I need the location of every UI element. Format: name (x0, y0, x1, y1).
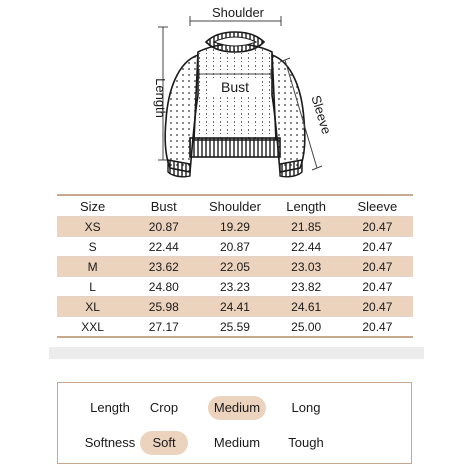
table-cell: 25.00 (271, 317, 342, 338)
table-row (57, 257, 413, 277)
table-cell: 25.98 (128, 297, 199, 317)
fit-guide-softness-row (58, 431, 411, 455)
table-cell: 20.47 (342, 217, 413, 237)
table-cell: S (57, 237, 128, 257)
softness-option-soft-selected: Soft (140, 431, 188, 455)
table-row (57, 297, 413, 317)
table-cell: 23.62 (128, 257, 199, 277)
table-row (57, 277, 413, 297)
table-cell: 23.82 (271, 277, 342, 297)
table-cell: XL (57, 297, 128, 317)
table-row (57, 217, 413, 237)
table-cell: 19.29 (199, 217, 270, 237)
sweater-measurement-diagram (0, 0, 472, 192)
table-cell: 20.87 (128, 217, 199, 237)
divider-band (49, 347, 424, 359)
table-cell: 20.47 (342, 277, 413, 297)
table-cell: 22.05 (199, 257, 270, 277)
fit-guide-softness-label: Softness (84, 435, 136, 450)
table-cell: XXL (57, 317, 128, 338)
column-header-shoulder: Shoulder (199, 195, 270, 217)
length-option-long: Long (291, 400, 321, 415)
table-cell: 23.03 (271, 257, 342, 277)
table-cell: 22.44 (128, 237, 199, 257)
table-cell: 20.47 (342, 257, 413, 277)
length-option-medium-selected: Medium (208, 396, 266, 420)
shoulder-label: Shoulder (211, 5, 265, 20)
table-cell: 22.44 (271, 237, 342, 257)
fit-guide-length-label: Length (90, 400, 130, 415)
table-cell: 24.80 (128, 277, 199, 297)
table-header-row (57, 195, 413, 217)
table-cell: 20.87 (199, 237, 270, 257)
table-cell: M (57, 257, 128, 277)
table-cell: 24.41 (199, 297, 270, 317)
sleeve-label: Sleeve (308, 93, 335, 136)
size-chart-table (57, 194, 413, 338)
shoulder-dimension (190, 5, 281, 26)
table-cell: 25.59 (199, 317, 270, 338)
softness-option-tough: Tough (288, 435, 324, 450)
fit-guide (57, 382, 412, 464)
table-cell: 24.61 (271, 297, 342, 317)
table-row (57, 237, 413, 257)
softness-option-medium: Medium (213, 435, 261, 450)
table-cell: 21.85 (271, 217, 342, 237)
table-cell: 20.47 (342, 237, 413, 257)
table-cell: XS (57, 217, 128, 237)
table-cell: 20.47 (342, 297, 413, 317)
sweater-illustration (165, 32, 305, 177)
table-cell: 20.47 (342, 317, 413, 338)
length-option-crop: Crop (149, 400, 179, 415)
table-row (57, 317, 413, 338)
length-label: Length (153, 78, 168, 118)
bust-label: Bust (220, 79, 250, 95)
fit-guide-length-row (58, 396, 411, 420)
table-cell: L (57, 277, 128, 297)
table-cell: 27.17 (128, 317, 199, 338)
column-header-length: Length (271, 195, 342, 217)
column-header-bust: Bust (128, 195, 199, 217)
column-header-sleeve: Sleeve (342, 195, 413, 217)
table-cell: 23.23 (199, 277, 270, 297)
column-header-size: Size (57, 195, 128, 217)
